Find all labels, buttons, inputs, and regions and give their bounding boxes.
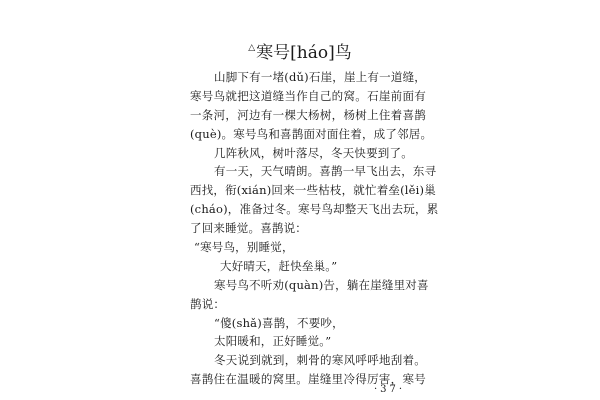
supplementary-lesson-mark: △ [248, 43, 256, 53]
lesson-title-text: 寒号[háo]鸟 [256, 43, 352, 63]
story-text [190, 68, 439, 389]
text-line: “傻(shǎ)喜鹊，不要吵， [214, 315, 344, 330]
text-line: 喜鹊住在温暖的窝里。崖缝里冷得厉害，寒号 [190, 372, 426, 387]
lesson-title [0, 37, 600, 64]
text-line: 寒号鸟就把这道缝当作自己的窝。石崖前面有 [190, 88, 426, 103]
page-number: ·37· [374, 384, 406, 395]
text-line: 山脚下有一堵(dǔ)石崖，崖上有一道缝， [214, 70, 426, 84]
text-line: 了回来睡觉。喜鹊说： [190, 221, 307, 236]
text-line: 寒号鸟不听劝(quàn)告，躺在崖缝里对喜 [214, 277, 429, 292]
text-line: 几阵秋风，树叶落尽，冬天快要到了。 [214, 145, 413, 160]
text-line: 太阳暖和，正好睡觉。” [214, 334, 332, 349]
text-line: “寒号鸟，别睡觉， [194, 240, 294, 255]
text-line: 西找，衔(xián)回来一些枯枝，就忙着垒(lěi)巢 [190, 183, 436, 198]
text-line: (què)。寒号鸟和喜鹊面对面住着，成了邻居。 [190, 126, 433, 141]
text-line: 鹊说： [190, 296, 226, 311]
text-line: 冬天说到就到，刺骨的寒风呼呼地刮着。 [214, 353, 426, 368]
text-line: 有一天，天气晴朗。喜鹊一早飞出去，东寻 [214, 164, 437, 179]
text-line: 大好晴天，赶快垒巢。” [220, 258, 338, 273]
text-line: (cháo)，准备过冬。寒号鸟却整天飞出去玩，累 [190, 202, 439, 217]
text-line: 一条河，河边有一棵大杨树，杨树上住着喜鹊 [190, 107, 426, 122]
